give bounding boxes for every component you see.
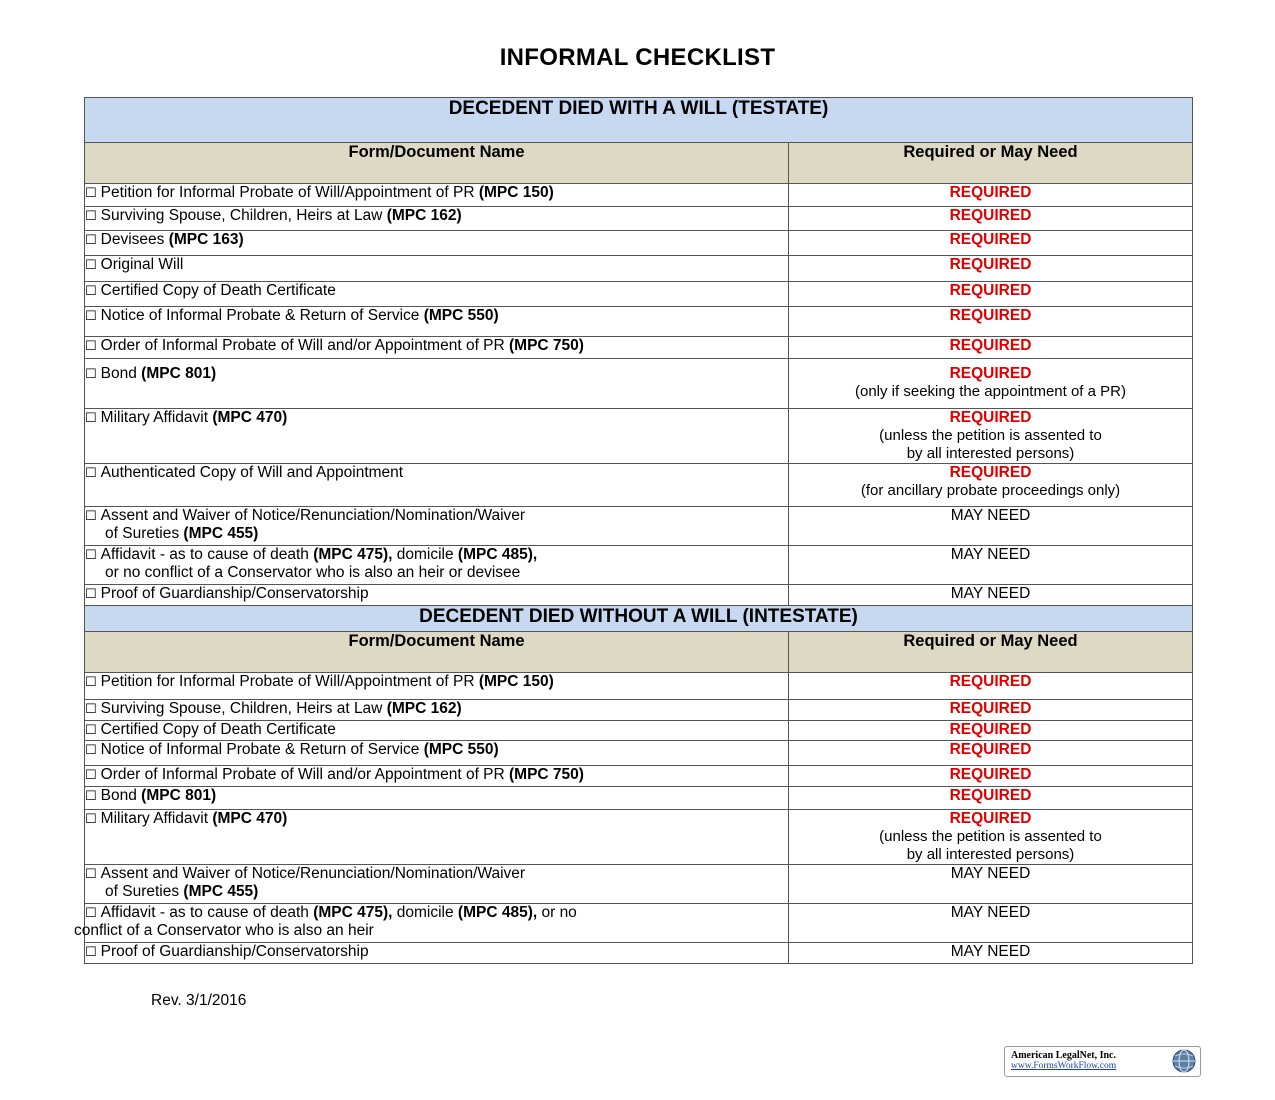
status-required: REQUIRED bbox=[949, 673, 1032, 690]
checkbox-icon[interactable]: ☐ bbox=[85, 788, 97, 803]
status-required: REQUIRED bbox=[949, 365, 1032, 382]
status-required: REQUIRED bbox=[949, 741, 1032, 758]
column-header-name: Form/Document Name bbox=[85, 143, 789, 184]
status-required: REQUIRED bbox=[949, 337, 1032, 354]
list-item[interactable]: ☐ Notice of Informal Probate & Return of Service (MPC 550) bbox=[85, 741, 789, 766]
list-item[interactable]: ☐ Affidavit - as to cause of death (MPC 475), domicile (MPC 485), or no conflict of a Conservator who is also an heir bbox=[85, 904, 789, 943]
list-item[interactable]: ☐ Devisees (MPC 163) bbox=[85, 231, 789, 256]
status-may-need: MAY NEED bbox=[789, 507, 1193, 546]
list-item[interactable]: ☐ Bond (MPC 801) bbox=[85, 787, 789, 810]
list-item[interactable]: ☐ Assent and Waiver of Notice/Renunciation/Nomination/Waiver of Sureties (MPC 455) bbox=[85, 507, 789, 546]
column-header-required: Required or May Need bbox=[789, 632, 1193, 673]
section-heading-testate: DECEDENT DIED WITH A WILL (TESTATE) bbox=[85, 98, 1193, 143]
list-item[interactable]: ☐ Authenticated Copy of Will and Appointment bbox=[85, 464, 789, 507]
status-required: REQUIRED bbox=[949, 464, 1032, 481]
status-may-need: MAY NEED bbox=[789, 865, 1193, 904]
checkbox-icon[interactable]: ☐ bbox=[85, 767, 97, 782]
checkbox-icon[interactable]: ☐ bbox=[85, 185, 97, 200]
checklist-table bbox=[74, 97, 1193, 964]
list-item[interactable]: ☐ Certified Copy of Death Certificate bbox=[85, 282, 789, 307]
column-header-required: Required or May Need bbox=[789, 143, 1193, 184]
checkbox-icon[interactable]: ☐ bbox=[85, 308, 97, 323]
requirement-note: (for ancillary probate proceedings only) bbox=[860, 482, 1121, 499]
checkbox-icon[interactable]: ☐ bbox=[85, 586, 97, 601]
checkbox-icon[interactable]: ☐ bbox=[85, 232, 97, 247]
status-required: REQUIRED bbox=[949, 700, 1032, 717]
list-item[interactable]: ☐ Bond (MPC 801) bbox=[85, 359, 789, 409]
status-required: REQUIRED bbox=[949, 787, 1032, 804]
list-item[interactable]: ☐ Surviving Spouse, Children, Heirs at Law (MPC 162) bbox=[85, 700, 789, 721]
list-item[interactable]: ☐ Petition for Informal Probate of Will/Appointment of PR (MPC 150) bbox=[85, 184, 789, 207]
requirement-note: (unless the petition is assented to bbox=[879, 828, 1102, 845]
checkbox-icon[interactable]: ☐ bbox=[85, 410, 97, 425]
checkbox-icon[interactable]: ☐ bbox=[85, 465, 97, 480]
list-item[interactable]: ☐ Certified Copy of Death Certificate bbox=[85, 721, 789, 741]
status-required: REQUIRED bbox=[949, 766, 1032, 783]
publisher-logo[interactable] bbox=[1004, 1046, 1201, 1077]
status-required: REQUIRED bbox=[949, 810, 1032, 827]
checkbox-icon[interactable]: ☐ bbox=[85, 674, 97, 689]
status-required: REQUIRED bbox=[949, 721, 1032, 738]
checkbox-icon[interactable]: ☐ bbox=[85, 257, 97, 272]
list-item[interactable]: ☐ Military Affidavit (MPC 470) bbox=[85, 810, 789, 865]
status-may-need: MAY NEED bbox=[789, 943, 1193, 964]
status-required: REQUIRED bbox=[949, 409, 1032, 426]
list-item[interactable]: ☐ Military Affidavit (MPC 470) bbox=[85, 409, 789, 464]
list-item[interactable]: ☐ Proof of Guardianship/Conservatorship bbox=[85, 585, 789, 606]
checkbox-icon[interactable]: ☐ bbox=[85, 208, 97, 223]
globe-icon bbox=[1171, 1048, 1197, 1074]
checkbox-icon[interactable]: ☐ bbox=[85, 905, 97, 920]
status-may-need: MAY NEED bbox=[789, 585, 1193, 606]
list-item[interactable]: ☐ Petition for Informal Probate of Will/Appointment of PR (MPC 150) bbox=[85, 673, 789, 700]
checkbox-icon[interactable]: ☐ bbox=[85, 722, 97, 737]
status-may-need: MAY NEED bbox=[789, 546, 1193, 585]
list-item[interactable]: ☐ Surviving Spouse, Children, Heirs at Law (MPC 162) bbox=[85, 207, 789, 231]
revision-date: Rev. 3/1/2016 bbox=[151, 992, 247, 1009]
status-required: REQUIRED bbox=[949, 256, 1032, 273]
logo-website-link[interactable]: www.FormsWorkFlow.com bbox=[1011, 1061, 1117, 1071]
checkbox-icon[interactable]: ☐ bbox=[85, 944, 97, 959]
checkbox-icon[interactable]: ☐ bbox=[85, 366, 97, 381]
checkbox-icon[interactable]: ☐ bbox=[85, 547, 97, 562]
status-required: REQUIRED bbox=[949, 307, 1032, 324]
list-item[interactable]: ☐ Original Will bbox=[85, 256, 789, 282]
checkbox-icon[interactable]: ☐ bbox=[85, 338, 97, 353]
requirement-note: by all interested persons) bbox=[906, 846, 1075, 863]
checkbox-icon[interactable]: ☐ bbox=[85, 866, 97, 881]
checkbox-icon[interactable]: ☐ bbox=[85, 742, 97, 757]
logo-company-name: American LegalNet, Inc. bbox=[1011, 1050, 1116, 1061]
list-item[interactable]: ☐ Proof of Guardianship/Conservatorship bbox=[85, 943, 789, 964]
status-may-need: MAY NEED bbox=[789, 904, 1193, 943]
list-item[interactable]: ☐ Order of Informal Probate of Will and/or Appointment of PR (MPC 750) bbox=[85, 337, 789, 359]
checkbox-icon[interactable]: ☐ bbox=[85, 283, 97, 298]
requirement-note: by all interested persons) bbox=[906, 445, 1075, 462]
checkbox-icon[interactable]: ☐ bbox=[85, 811, 97, 826]
checkbox-icon[interactable]: ☐ bbox=[85, 701, 97, 716]
requirement-note: (unless the petition is assented to bbox=[879, 427, 1102, 444]
status-required: REQUIRED bbox=[949, 231, 1032, 248]
status-required: REQUIRED bbox=[949, 184, 1032, 201]
list-item[interactable]: ☐ Notice of Informal Probate & Return of Service (MPC 550) bbox=[85, 307, 789, 337]
page-title: INFORMAL CHECKLIST bbox=[499, 44, 776, 71]
status-required: REQUIRED bbox=[949, 207, 1032, 224]
status-required: REQUIRED bbox=[949, 282, 1032, 299]
column-header-name: Form/Document Name bbox=[85, 632, 789, 673]
requirement-note: (only if seeking the appointment of a PR) bbox=[855, 383, 1126, 400]
checkbox-icon[interactable]: ☐ bbox=[85, 508, 97, 523]
list-item[interactable]: ☐ Assent and Waiver of Notice/Renunciation/Nomination/Waiver of Sureties (MPC 455) bbox=[85, 865, 789, 904]
section-heading-intestate: DECEDENT DIED WITHOUT A WILL (INTESTATE) bbox=[85, 606, 1193, 632]
list-item[interactable]: ☐ Affidavit - as to cause of death (MPC 475), domicile (MPC 485), or no conflict of a Conservator who is also an heir or devisee bbox=[85, 546, 789, 585]
list-item[interactable]: ☐ Order of Informal Probate of Will and/or Appointment of PR (MPC 750) bbox=[85, 766, 789, 787]
